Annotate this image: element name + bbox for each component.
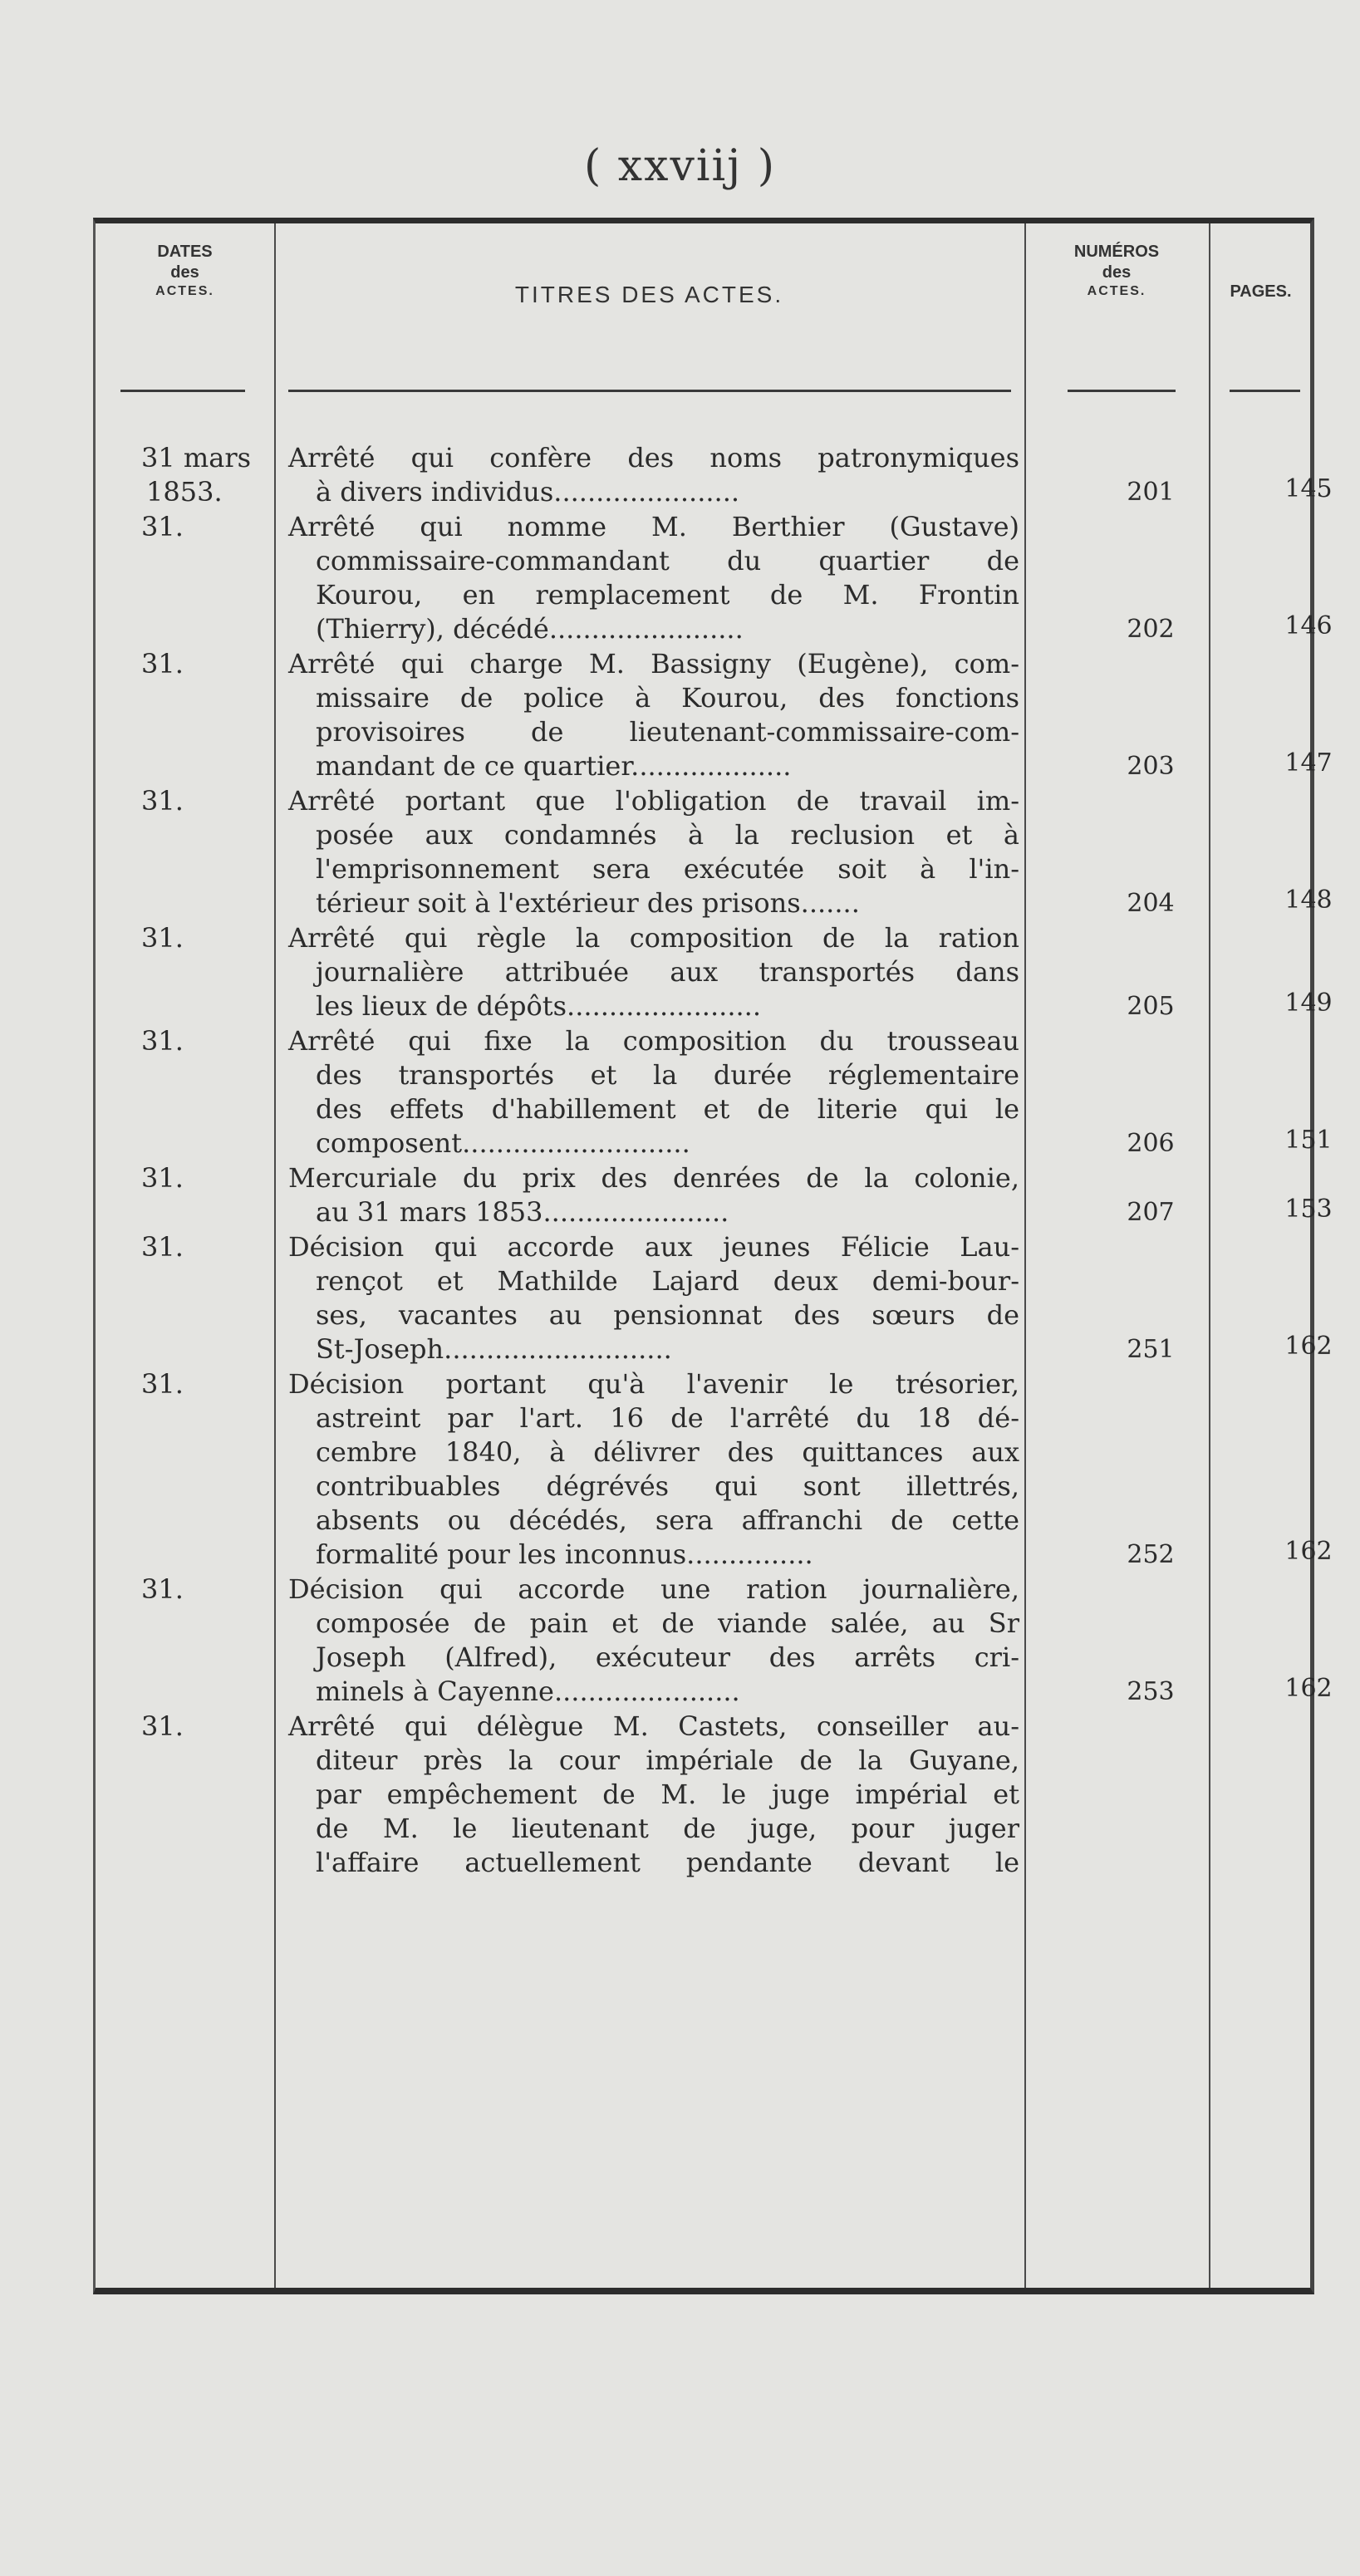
act-title-line: mandant de ce quartier...................: [316, 750, 792, 782]
act-title-line: composée de pain et de viande salée, au Sr: [316, 1607, 1019, 1639]
act-number: 202: [1127, 615, 1175, 644]
page-ref: 162: [1284, 1674, 1333, 1703]
act-title-line: composent...........................: [316, 1127, 690, 1159]
act-title: [288, 1573, 1019, 1709]
act-title-line: missaire de police à Kourou, des fonctions: [316, 682, 1019, 714]
act-title-line: (Thierry), décédé.......................: [316, 613, 744, 645]
act-date-line: 31.: [141, 648, 184, 680]
act-date-line: 31.: [141, 1368, 184, 1400]
act-title: [288, 441, 1019, 509]
act-title-line: par empêchement de M. le juge impérial et: [316, 1779, 1019, 1810]
act-title-line: des transportés et la durée réglementaire: [316, 1059, 1019, 1091]
page-ref: 146: [1284, 611, 1333, 640]
act-number: 203: [1127, 752, 1175, 781]
act-title-line: térieur soit à l'extérieur des prisons.......: [316, 887, 860, 919]
act-date-line: 31.: [141, 1231, 184, 1263]
act-number: 204: [1127, 889, 1175, 918]
header-dates-line: des: [170, 263, 199, 282]
act-title-line: rençot et Mathilde Lajard deux demi-bour-: [316, 1265, 1019, 1297]
act-title-line: journalière attribuée aux transportés dans: [316, 956, 1019, 988]
act-date-line: 31.: [141, 785, 184, 817]
act-title-line: minels à Cayenne......................: [316, 1676, 740, 1707]
act-number: 201: [1127, 478, 1175, 507]
act-title-line: provisoires de lieutenant-commissaire-com-: [316, 716, 1019, 748]
act-title-line: Arrêté qui charge M. Bassigny (Eugène), com-: [288, 648, 1019, 680]
page-ref: 153: [1284, 1195, 1333, 1224]
act-title-line: diteur près la cour impériale de la Guyane,: [316, 1744, 1019, 1776]
act-title-line: Décision qui accorde aux jeunes Félicie Lau-: [288, 1231, 1019, 1263]
act-title: [288, 647, 1019, 783]
page-ref: 162: [1284, 1332, 1333, 1361]
page-ref: 145: [1284, 474, 1333, 503]
header-numeros-line: ACTES.: [1087, 284, 1146, 298]
act-number: 253: [1127, 1677, 1175, 1706]
act-number: 205: [1127, 992, 1175, 1021]
act-title-line: cembre 1840, à délivrer des quittances aux: [316, 1436, 1019, 1468]
act-number: 206: [1127, 1129, 1175, 1158]
act-title-line: astreint par l'art. 16 de l'arrêté du 18 dé-: [316, 1402, 1019, 1434]
header-numeros-line: NUMÉROS: [1073, 243, 1160, 261]
act-title-line: contribuables dégrévés qui sont illettrés,: [316, 1470, 1019, 1502]
act-title-line: des effets d'habillement et de literie qui le: [316, 1093, 1019, 1125]
act-title: [288, 921, 1019, 1023]
act-title-line: l'affaire actuellement pendante devant le: [316, 1847, 1019, 1878]
act-title-line: les lieux de dépôts.......................: [316, 990, 761, 1022]
act-title-line: l'emprisonnement sera exécutée soit à l'in-: [316, 853, 1019, 885]
page-number: ( xxviij ): [583, 141, 777, 191]
page-ref: 162: [1284, 1537, 1333, 1566]
header-pages-label: PAGES.: [1230, 282, 1292, 301]
act-title: [288, 1161, 1019, 1229]
act-title-line: posée aux condamnés à la reclusion et à: [316, 819, 1019, 851]
act-title-line: Kourou, en remplacement de M. Frontin: [316, 579, 1019, 611]
header-numeros-line: des: [1102, 263, 1132, 282]
header-dates-line: ACTES.: [155, 284, 214, 298]
act-title-line: à divers individus......................: [316, 476, 740, 508]
act-title-line: au 31 mars 1853......................: [316, 1196, 729, 1228]
header-titles-label: TITRES DES ACTES.: [514, 282, 784, 307]
act-title-line: Décision portant qu'à l'avenir le trésorier,: [288, 1368, 1019, 1400]
act-title-line: Arrêté qui nomme M. Berthier (Gustave): [288, 511, 1019, 542]
table-body: [96, 223, 1333, 2288]
act-title-line: Arrêté qui délègue M. Castets, conseiller au-: [288, 1710, 1019, 1742]
act-title-line: Arrêté qui confère des noms patronymiques: [288, 442, 1019, 473]
act-title-line: de M. le lieutenant de juge, pour juger: [316, 1813, 1019, 1844]
act-title: [288, 510, 1019, 646]
act-title: [288, 1230, 1019, 1367]
act-date-line: 31.: [141, 511, 184, 542]
act-date-line: 1853.: [146, 476, 223, 508]
act-title-line: Joseph (Alfred), exécuteur des arrêts cri-: [316, 1641, 1019, 1673]
act-title-line: Décision qui accorde une ration journalière,: [288, 1573, 1019, 1605]
act-date-line: 31.: [141, 1573, 184, 1605]
act-date-line: 31.: [141, 922, 184, 954]
act-title: [288, 1024, 1019, 1160]
act-title: [288, 1367, 1019, 1572]
act-date-line: 31 mars: [141, 442, 252, 473]
act-title-line: Mercuriale du prix des denrées de la colonie,: [288, 1162, 1019, 1194]
act-title-line: Arrêté qui règle la composition de la ration: [288, 922, 1019, 954]
act-title-line: Arrêté portant que l'obligation de travail im-: [288, 785, 1019, 817]
page-ref: 149: [1284, 989, 1333, 1018]
act-title-line: St-Joseph...........................: [316, 1333, 672, 1365]
index-table: [93, 218, 1333, 2294]
act-title-line: Arrêté qui fixe la composition du trousseau: [288, 1025, 1019, 1057]
act-title-line: formalité pour les inconnus...............: [316, 1538, 813, 1570]
page-ref: 147: [1284, 748, 1333, 778]
act-date-line: 31.: [141, 1025, 184, 1057]
act-title: [288, 784, 1019, 920]
header-dates-line: DATES: [157, 243, 213, 261]
act-title-line: absents ou décédés, sera affranchi de cette: [316, 1504, 1019, 1536]
act-title: [288, 1710, 1019, 1880]
act-title-line: commissaire-commandant du quartier de: [316, 545, 1019, 577]
page-ref: 148: [1284, 886, 1333, 915]
act-number: 251: [1127, 1335, 1175, 1364]
act-number: 252: [1127, 1540, 1175, 1569]
act-date-line: 31.: [141, 1710, 184, 1742]
act-date-line: 31.: [141, 1162, 184, 1194]
page-ref: 151: [1284, 1126, 1333, 1155]
act-title-line: ses, vacantes au pensionnat des sœurs de: [316, 1299, 1019, 1331]
act-number: 207: [1127, 1198, 1175, 1227]
